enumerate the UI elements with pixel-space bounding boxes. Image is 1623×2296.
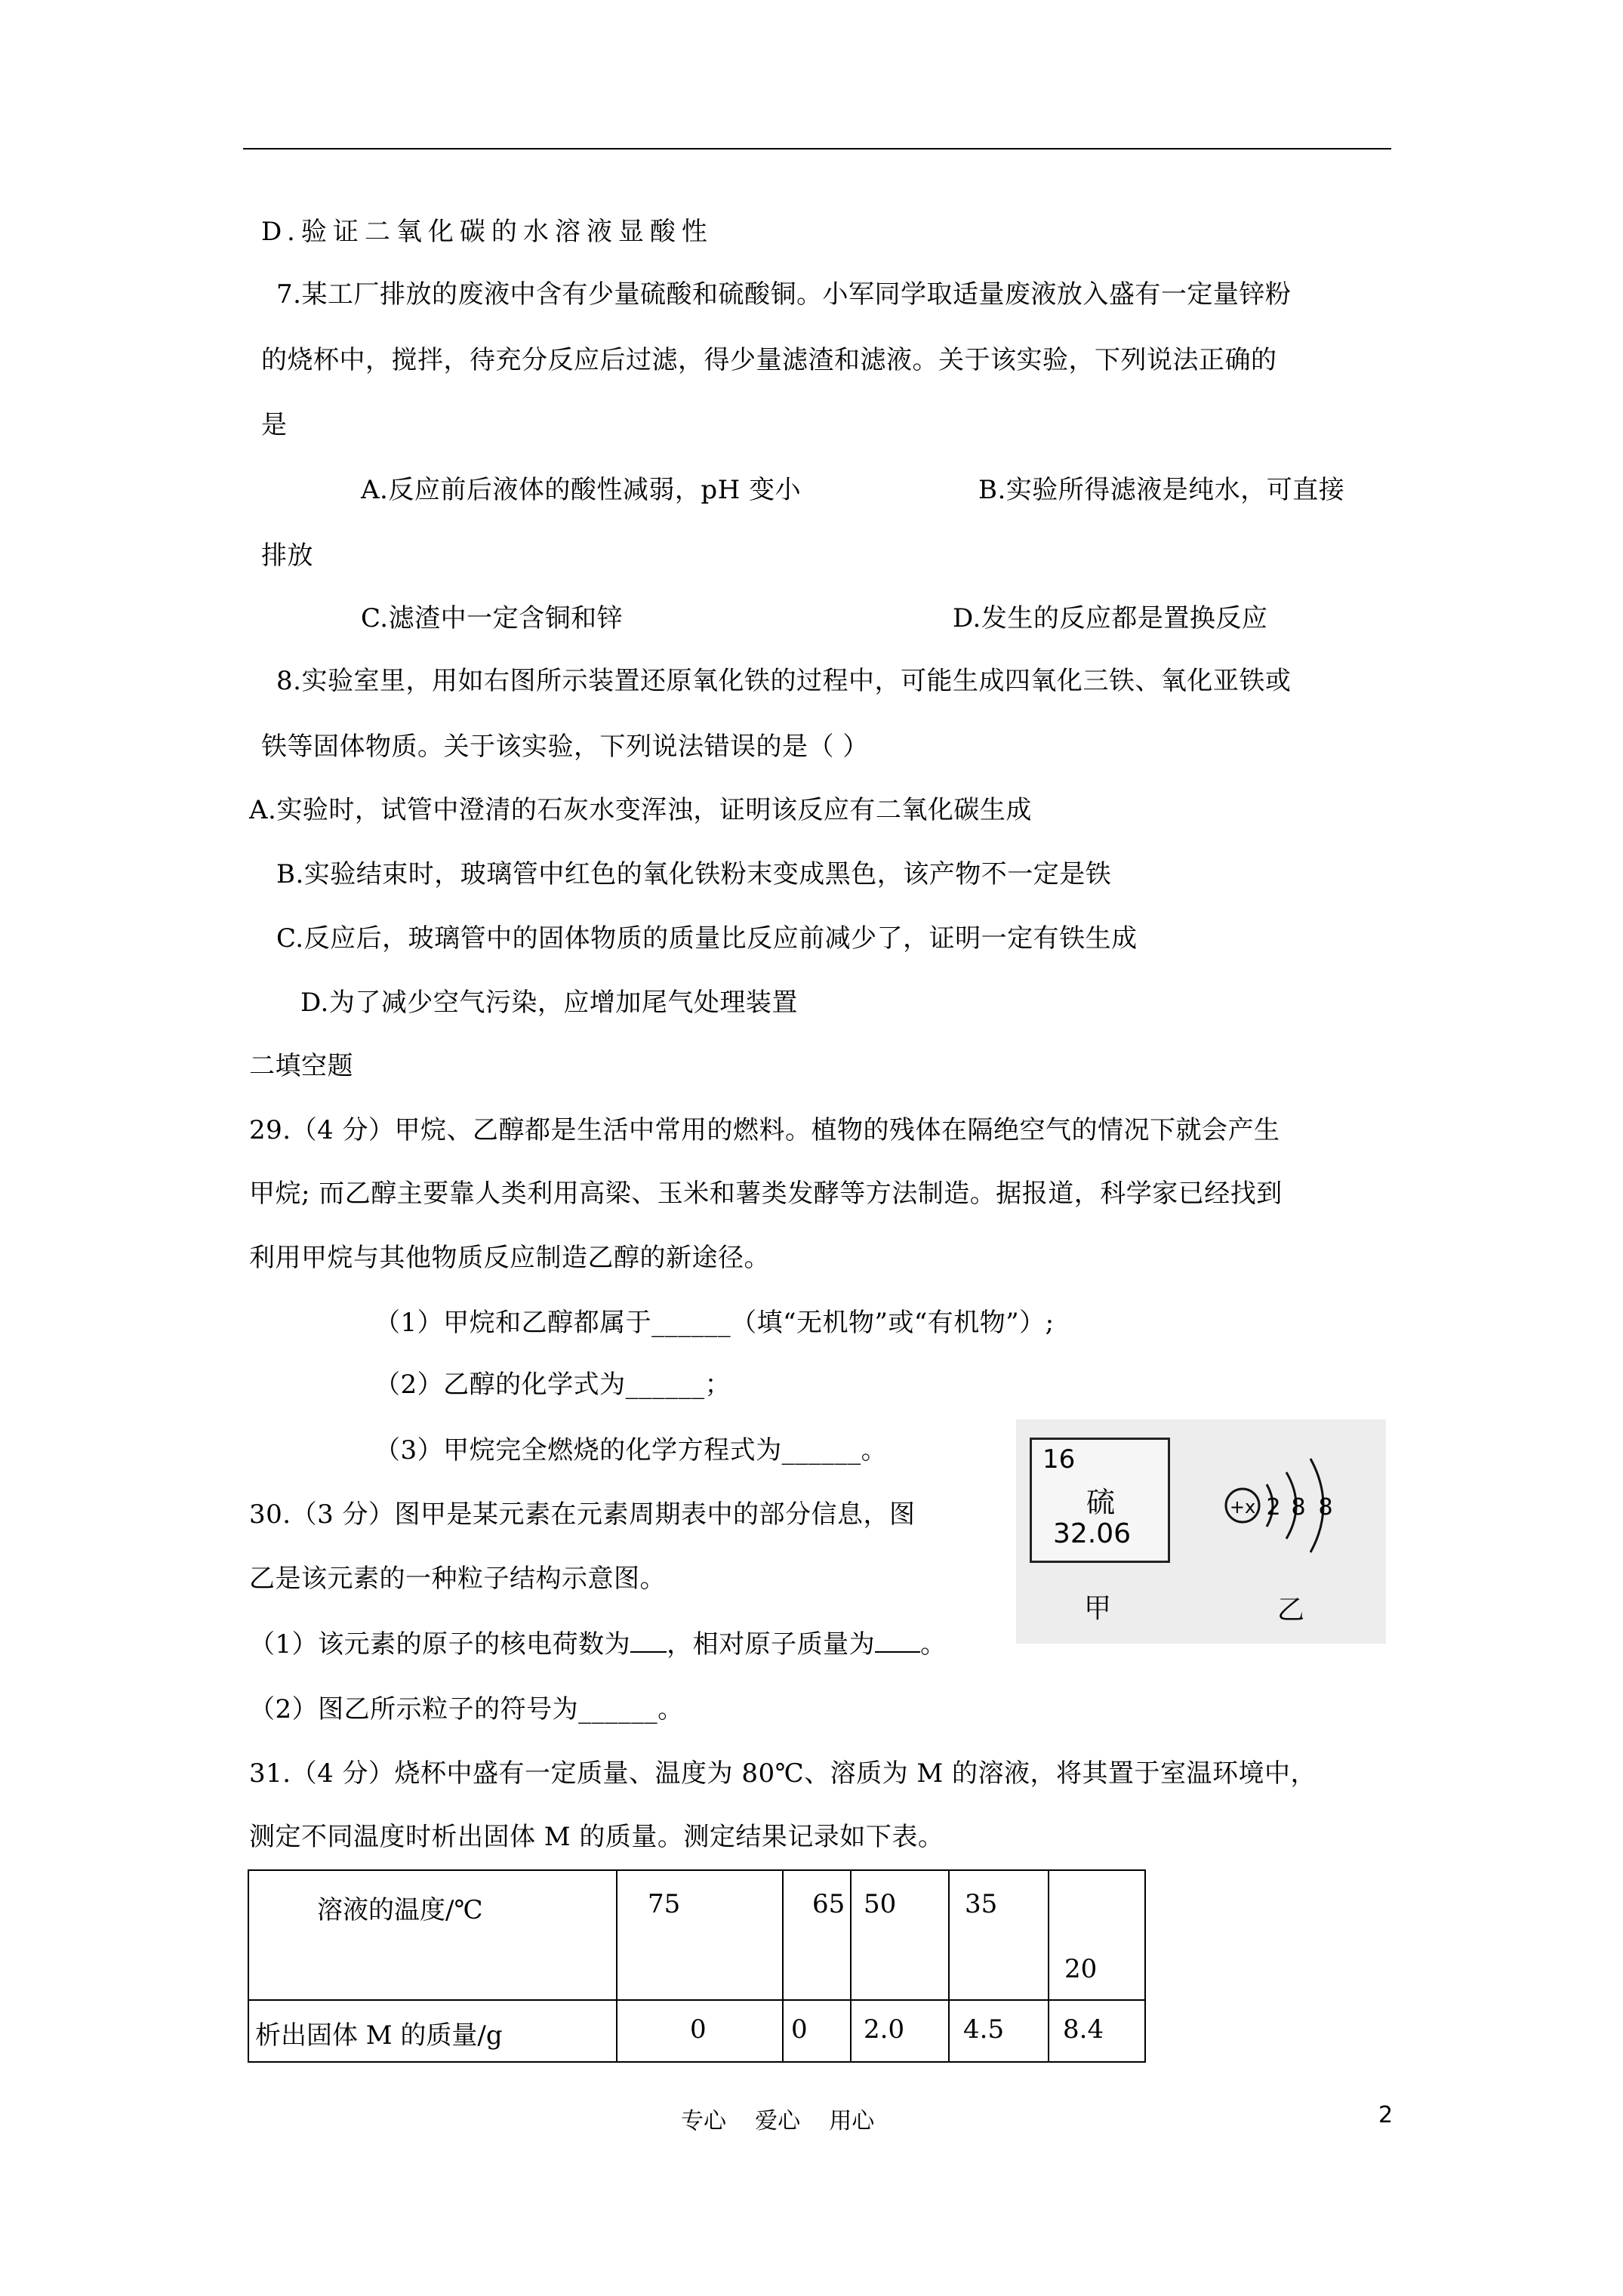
table-cell: 50 — [851, 1870, 949, 2000]
table-cell: 35 — [949, 1870, 1049, 2000]
option-d-q8: D.为了减少空气污染，应增加尾气处理装置 — [300, 988, 798, 1018]
option-b-q7: B.实验所得滤液是纯水，可直接 — [978, 475, 1345, 505]
particle-structure-diagram — [1016, 1419, 1386, 1644]
question-29-part2: （2）乙醇的化学式为______； — [374, 1370, 731, 1400]
option-a-q7: A.反应前后液体的酸性减弱，pH 变小 — [361, 475, 802, 505]
answer-blank — [875, 1629, 920, 1653]
table-cell: 75 — [617, 1870, 783, 2000]
question-29-part1: （1）甲烷和乙醇都属于______（填“无机物”或“有机物”）; — [374, 1308, 1055, 1338]
element-name: 硫 — [1086, 1486, 1116, 1519]
option-b-q8: B.实验结束时，玻璃管中红色的氧化铁粉末变成黑色，该产物不一定是铁 — [276, 859, 1112, 889]
option-b-q7-cont: 排放 — [261, 541, 313, 571]
table-cell: 0 — [617, 2000, 783, 2062]
question-30-line2: 乙是该元素的一种粒子结构示意图。 — [249, 1564, 666, 1594]
shell-electrons-3: 8 — [1318, 1494, 1333, 1521]
element-figure — [1016, 1419, 1386, 1644]
question-29-part3: （3）甲烷完全燃烧的化学方程式为______。 — [374, 1435, 888, 1465]
question-8-line1: 8.实验室里，用如右图所示装置还原氧化铁的过程中，可能生成四氧化三铁、氧化亚铁或 — [276, 666, 1292, 696]
table-header-cell: 溶液的温度/℃ — [248, 1870, 617, 2000]
table-cell: 8.4 — [1049, 2000, 1145, 2062]
table-cell: 65 — [783, 1870, 851, 2000]
question-29-line3: 利用甲烷与其他物质反应制造乙醇的新途径。 — [249, 1243, 770, 1273]
question-31-line1: 31.（4 分）烧杯中盛有一定质量、温度为 80℃、溶质为 M 的溶液，将其置于室温环境中， — [249, 1758, 1317, 1789]
table-header-cell: 析出固体 M 的质量/g — [248, 2000, 617, 2062]
question-30-part1: （1）该元素的原子的核电荷数为 ，相对原子质量为 。 — [249, 1629, 947, 1660]
option-c-q8: C.反应后，玻璃管中的固体物质的质量比反应前减少了，证明一定有铁生成 — [276, 923, 1138, 954]
label-jia: 甲 — [1084, 1593, 1112, 1624]
label-yi: 乙 — [1277, 1595, 1305, 1626]
option-c-q7: C.滤渣中一定含铜和锌 — [361, 603, 624, 633]
question-7-line2: 的烧杯中，搅拌，待充分反应后过滤，得少量滤渣和滤液。关于该实验，下列说法正确的 — [261, 345, 1277, 375]
data-table — [248, 1869, 1146, 2063]
question-30-part2: （2）图乙所示粒子的符号为______。 — [249, 1694, 684, 1724]
question-30-line1: 30.（3 分）图甲是某元素在元素周期表中的部分信息，图 — [249, 1499, 916, 1530]
nucleus-charge: +x — [1229, 1496, 1256, 1518]
footer-motto: 专心 爱心 用心 — [681, 2108, 875, 2134]
shell-electrons-2: 8 — [1291, 1494, 1306, 1521]
question-7-line3: 是 — [261, 410, 288, 440]
question-7-line1: 7.某工厂排放的废液中含有少量硫酸和硫酸铜。小军同学取适量废液放入盛有一定量锌粉 — [276, 279, 1292, 310]
section-title: 二填空题 — [249, 1051, 353, 1081]
page-number: 2 — [1378, 2102, 1394, 2128]
atomic-mass: 32.06 — [1053, 1518, 1132, 1549]
table-cell: 0 — [783, 2000, 851, 2062]
option-a-q8: A.实验时，试管中澄清的石灰水变浑浊，证明该反应有二氧化碳生成 — [249, 795, 1032, 825]
table-cell: 2.0 — [851, 2000, 949, 2062]
option-d-q6: D.验证二氧化碳的水溶液显酸性 — [261, 217, 713, 247]
question-29-line1: 29.（4 分）甲烷、乙醇都是生活中常用的燃料。植物的残体在隔绝空气的情况下就会产生 — [249, 1115, 1280, 1145]
table-row — [248, 1870, 1145, 2000]
answer-blank — [630, 1629, 667, 1653]
question-29-line2: 甲烷; 而乙醇主要靠人类利用高梁、玉米和薯类发酵等方法制造。据报道，科学家已经找到 — [249, 1179, 1283, 1209]
question-31-line2: 测定不同温度时析出固体 M 的质量。测定结果记录如下表。 — [249, 1822, 944, 1852]
table-cell: 4.5 — [949, 2000, 1049, 2062]
question-8-line2: 铁等固体物质。关于该实验，下列说法错误的是（ ） — [261, 732, 869, 762]
atomic-number: 16 — [1042, 1444, 1076, 1475]
shell-electrons-1: 2 — [1266, 1494, 1281, 1521]
table-cell: 20 — [1049, 1870, 1145, 2000]
option-d-q7: D.发生的反应都是置换反应 — [953, 603, 1268, 633]
table-row — [248, 2000, 1145, 2062]
header-rule — [243, 148, 1391, 149]
